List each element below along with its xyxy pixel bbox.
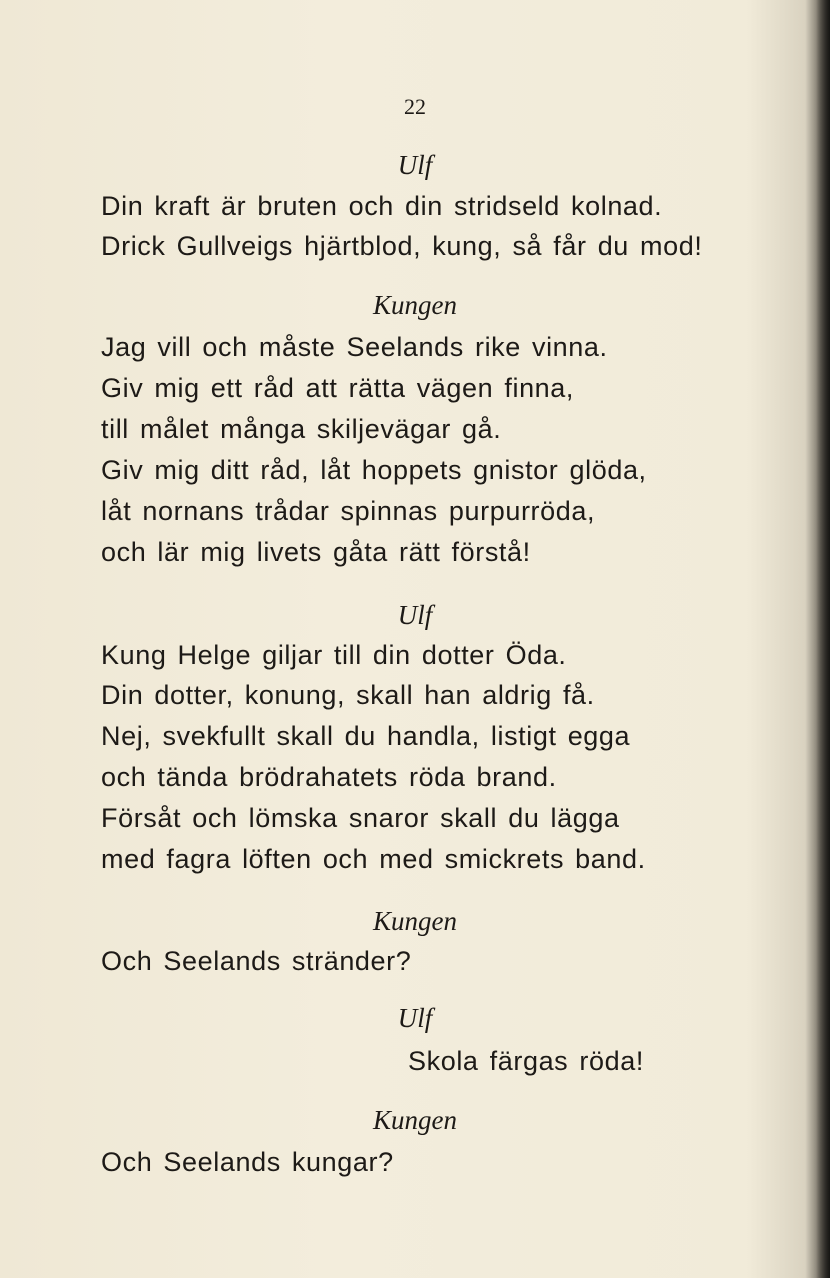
verse-line: Kung Helge giljar till din dotter Öda. [101, 640, 567, 670]
page-number: 22 [404, 94, 426, 119]
verse-line: Nej, svekfullt skall du handla, listigt egga [101, 721, 631, 751]
verse-line: Din kraft är bruten och din stridseld kolnad. [101, 191, 663, 221]
verse-line: Drick Gullveigs hjärtblod, kung, så får du mod! [101, 231, 703, 261]
verse-line: och tända brödrahatets röda brand. [101, 762, 557, 792]
speaker-name: Ulf [397, 1003, 433, 1033]
verse-line: Och Seelands stränder? [101, 946, 412, 976]
speaker-name: Ulf [397, 600, 433, 630]
speaker-name: Kungen [373, 290, 457, 320]
verse-line: till målet många skiljevägar gå. [101, 414, 502, 444]
verse-line: och lär mig livets gåta rätt förstå! [101, 537, 531, 567]
verse-line: Försåt och lömska snaror skall du lägga [101, 803, 620, 833]
verse-line: låt nornans trådar spinnas purpurröda, [101, 496, 596, 526]
verse-line: Giv mig ditt råd, låt hoppets gnistor glöda, [101, 455, 647, 485]
verse-line: Giv mig ett råd att rätta vägen finna, [101, 373, 575, 403]
verse-line: Och Seelands kungar? [101, 1147, 394, 1177]
verse-line: Skola färgas röda! [408, 1046, 644, 1076]
verse-line: Din dotter, konung, skall han aldrig få. [101, 680, 595, 710]
verse-line: med fagra löften och med smickrets band. [101, 844, 646, 874]
verse-line: Jag vill och måste Seelands rike vinna. [101, 332, 608, 362]
speaker-name: Kungen [373, 906, 457, 936]
speaker-name: Kungen [373, 1105, 457, 1135]
speaker-name: Ulf [397, 150, 433, 180]
page-edge-shadow [816, 0, 830, 1278]
